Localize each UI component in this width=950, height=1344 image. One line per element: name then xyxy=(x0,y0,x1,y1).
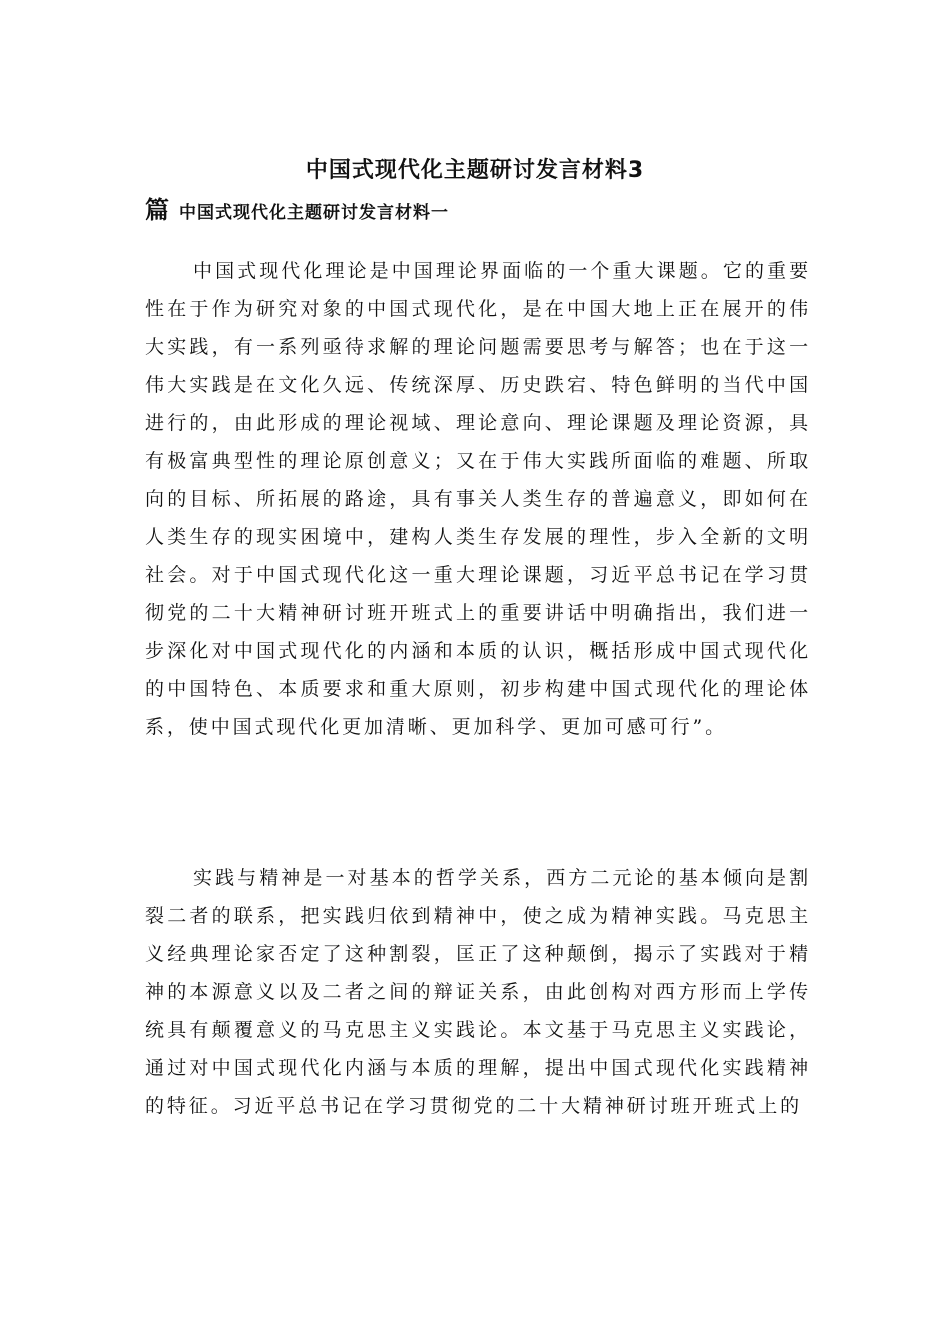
section-subtitle: 中国式现代化主题研讨发言材料一 xyxy=(179,203,449,223)
body-paragraph-1: 中国式现代化理论是中国理论界面临的一个重大课题。它的重要性在于作为研究对象的中国式现代化，是在中国大地上正在展开的伟大实践，有一系列亟待求解的理论问题需要思考与解答；也在于这一伟大实践是在文化久远、传统深厚、历史跌宕、特色鲜明的当代中国进行的，由此形成的理论视域、理论意向、理论课题及理论资源，具有极富典型性的理论原创意义；又在于伟大实践所面临的难题、所取向的目标、所拓展的路途，具有事关人类生存的普遍意义，即如何在人类生存的现实困境中，建构人类生存发展的理性，步入全新的文明社会。对于中国式现代化这一重大理论课题，习近平总书记在学习贯彻党的二十大精神研讨班开班式上的重要讲话中明确指出，我们进一步深化对中国式现代化的内涵和本质的认识，概括形成中国式现代化的中国特色、本质要求和重大原则，初步构建中国式现代化的理论体系，使中国式现代化更加清晰、更加科学、更加可感可行”。 xyxy=(145,260,811,738)
part-label: 篇 xyxy=(145,196,169,224)
body-paragraph-2: 实践与精神是一对基本的哲学关系，西方二元论的基本倾向是割裂二者的联系，把实践归依到精神中，使之成为精神实践。马克思主义经典理论家否定了这种割裂，匡正了这种颠倒，揭示了实践对于精神的本源意义以及二者之间的辩证关系，由此创构对西方形而上学传统具有颠覆意义的马克思主义实践论。本文基于马克思主义实践论，通过对中国式现代化内涵与本质的理解，提出中国式现代化实践精神的特征。习近平总书记在学习贯彻党的二十大精神研讨班开班式上的 xyxy=(145,867,811,1117)
section-heading xyxy=(145,195,825,228)
document-title: 中国式现代化主题研讨发言材料3 xyxy=(305,158,645,183)
